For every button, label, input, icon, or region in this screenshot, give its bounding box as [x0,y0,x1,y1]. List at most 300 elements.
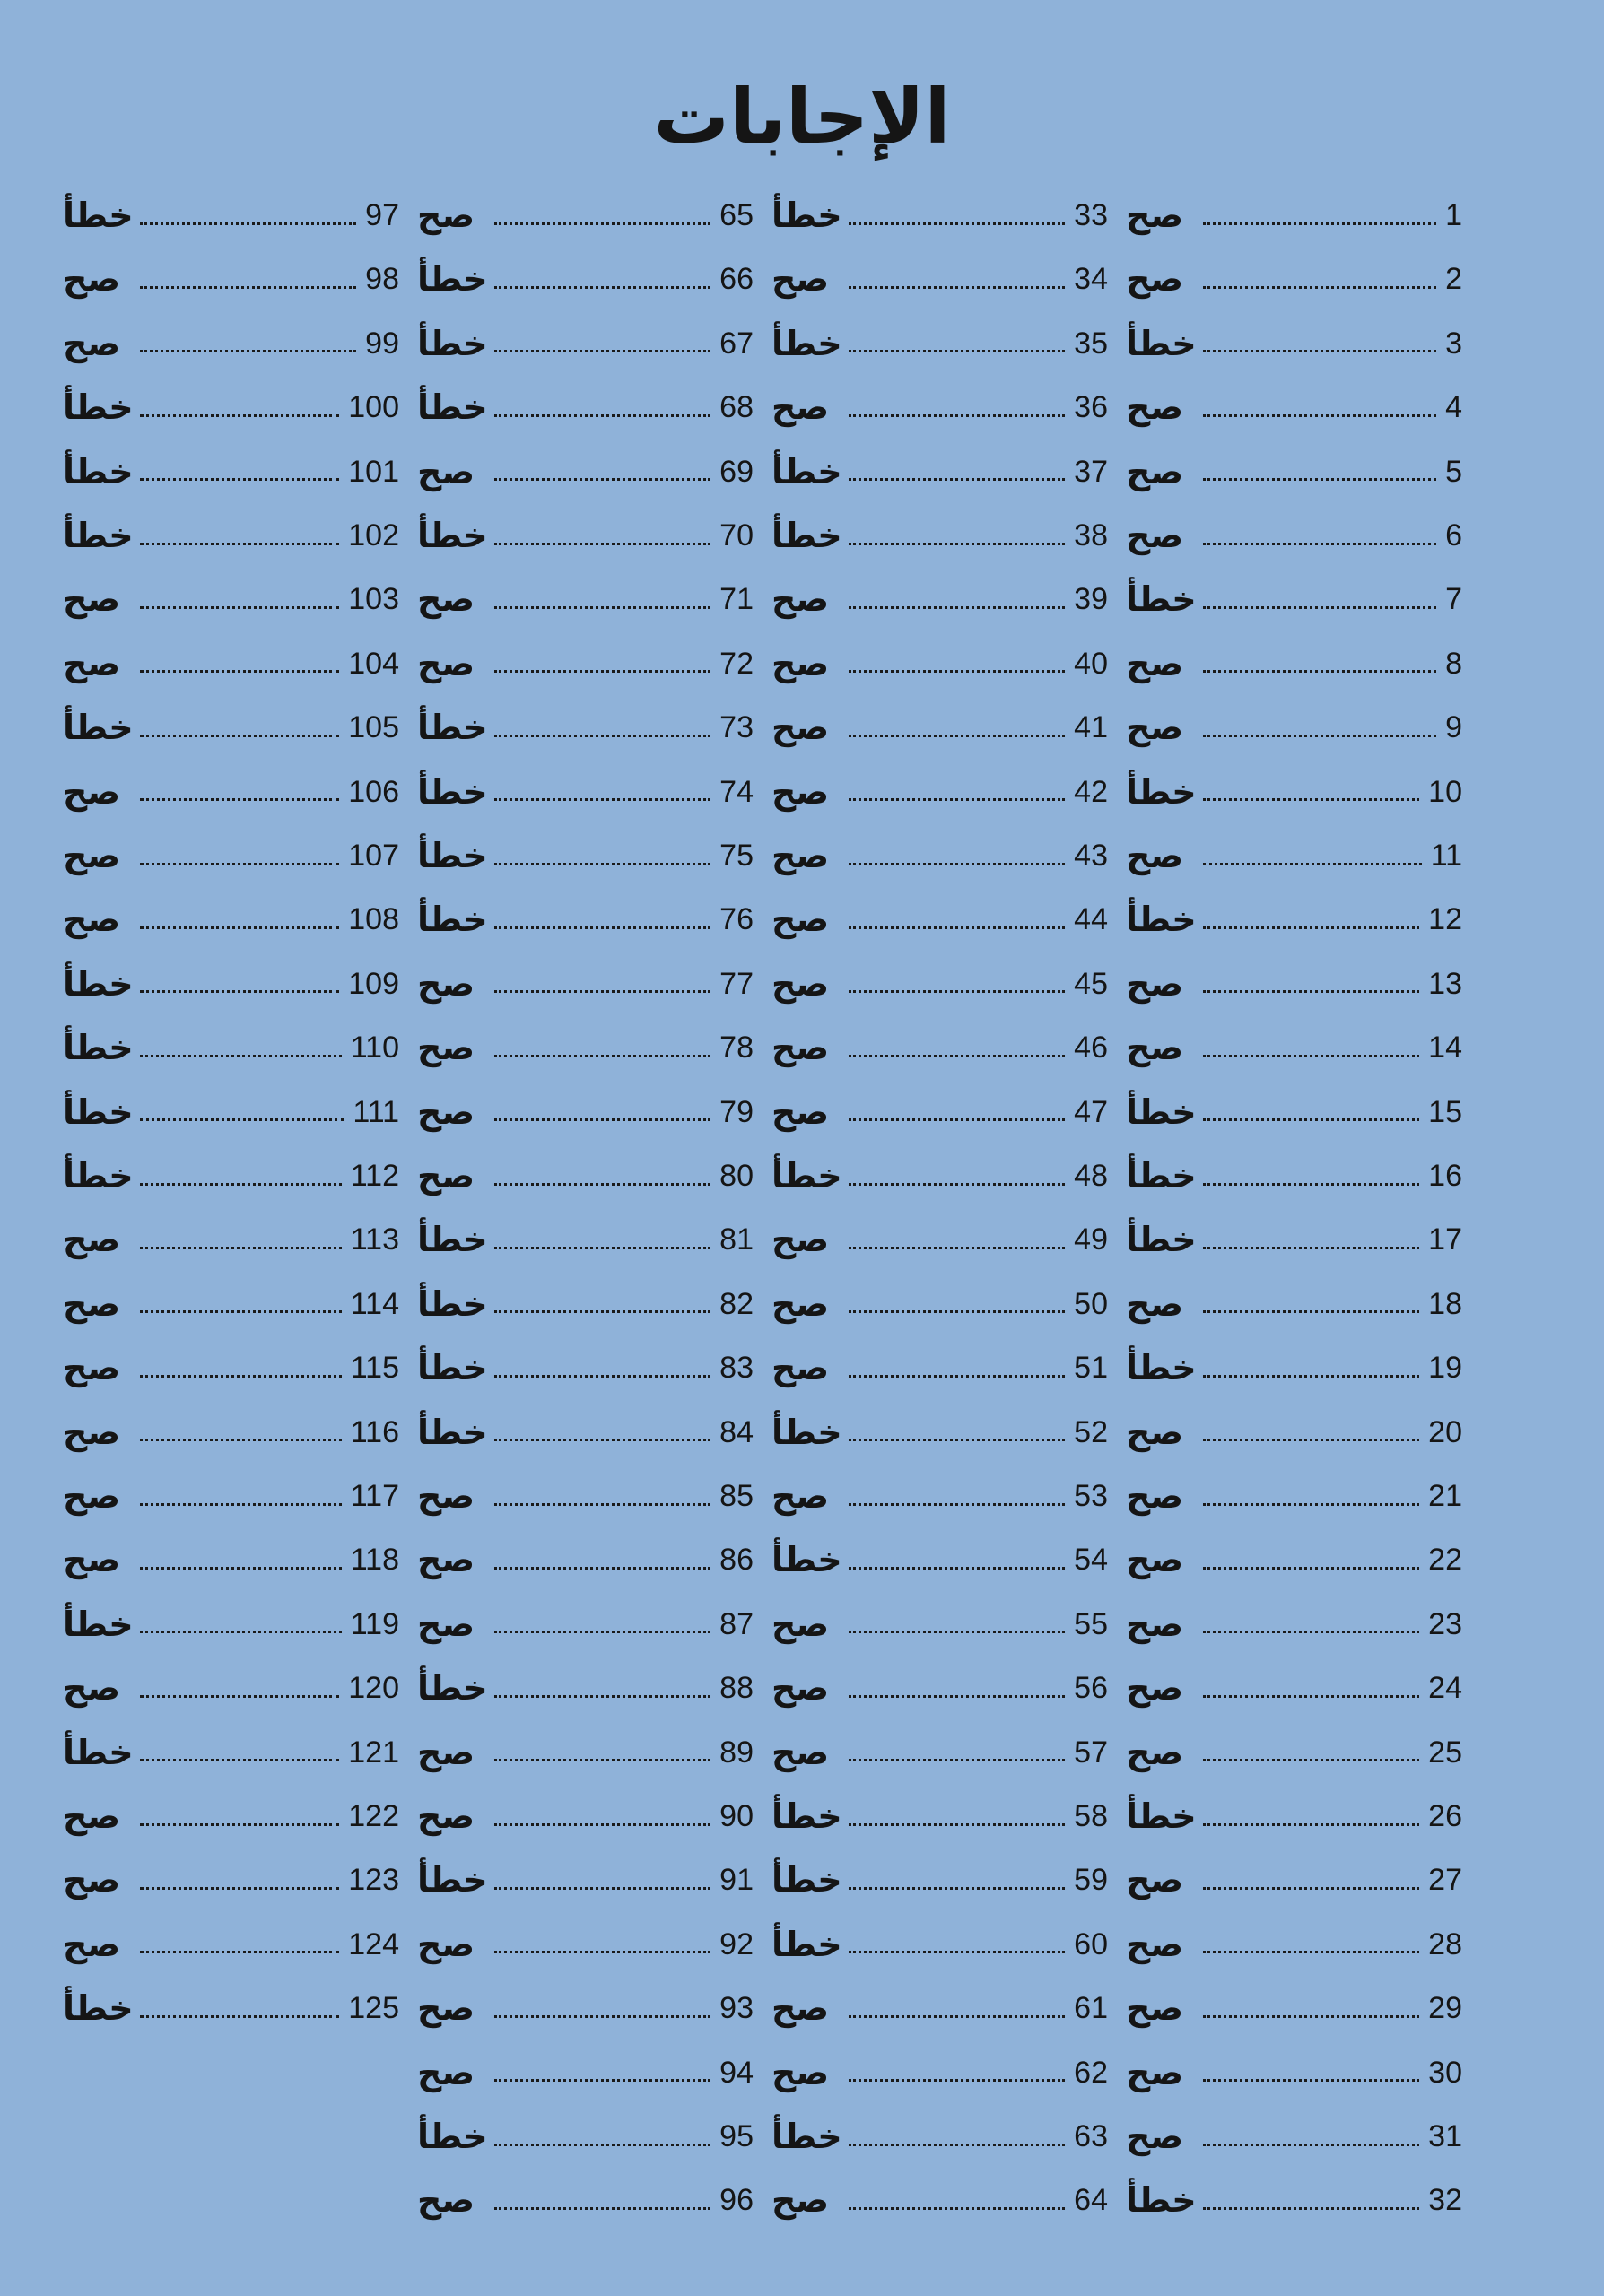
answer-value: خطأ [771,1156,842,1196]
question-number: 17 [1428,1222,1462,1257]
answer-row [1126,1471,1462,1521]
question-number: 114 [350,1286,399,1321]
answer-row [417,767,754,817]
answer-value: خطأ [63,451,134,491]
question-number: 34 [1074,262,1108,297]
dotted-leader [849,1375,1065,1378]
question-number: 22 [1428,1543,1462,1578]
answer-row [1126,1855,1462,1905]
dotted-leader [1203,222,1436,225]
question-number: 70 [719,518,754,552]
answer-value: خطأ [417,836,488,875]
question-number: 106 [348,774,399,809]
answer-value: خطأ [417,900,488,940]
answer-row [417,894,754,944]
dotted-leader [849,222,1065,225]
answer-row [417,1791,754,1841]
answer-value: صح [1126,1988,1184,2029]
question-number: 121 [348,1735,399,1770]
answer-value: خطأ [417,1860,488,1900]
question-number: 116 [350,1414,399,1449]
answer-row [417,1919,754,1970]
question-number: 112 [350,1159,399,1193]
dotted-leader [849,670,1065,673]
answer-value: صح [63,1476,121,1516]
answer-row [1126,574,1462,624]
question-number: 96 [719,2183,754,2218]
dotted-leader [849,798,1065,801]
question-number: 111 [353,1094,399,1129]
answer-value: خطأ [1126,1796,1197,1836]
dotted-leader [494,478,710,481]
answer-row [417,2111,754,2161]
answer-value: صح [771,708,830,748]
question-number: 99 [365,326,399,361]
answer-value: صح [63,836,121,875]
dotted-leader [849,863,1065,865]
question-number: 6 [1445,518,1462,552]
question-number: 50 [1074,1286,1108,1321]
answer-value: صح [417,963,475,1004]
answer-row [771,318,1108,369]
answer-value: خطأ [63,1732,134,1772]
question-number: 68 [719,390,754,425]
dotted-leader [494,990,710,993]
answer-value: صح [63,1283,121,1324]
dotted-leader [849,1567,1065,1570]
answer-row [417,1087,754,1137]
dotted-leader [1203,350,1436,352]
answer-row [771,1535,1108,1585]
answer-value: صح [1126,1860,1184,1900]
question-number: 100 [348,390,399,425]
question-number: 62 [1074,2055,1108,2090]
dotted-leader [1203,1503,1419,1506]
dotted-leader [1203,2079,1419,2082]
question-number: 40 [1074,646,1108,681]
dotted-leader [1203,1695,1419,1698]
dotted-leader [140,670,339,673]
question-number: 42 [1074,774,1108,809]
dotted-leader [849,543,1065,545]
question-number: 80 [719,1159,754,1193]
answer-row [1126,1343,1462,1393]
dotted-leader [494,414,710,417]
dotted-leader [1203,863,1422,865]
question-number: 107 [348,839,399,873]
dotted-leader [140,543,339,545]
question-number: 18 [1428,1286,1462,1321]
question-number: 60 [1074,1926,1108,1961]
question-number: 91 [719,1863,754,1898]
answer-value: صح [63,259,121,300]
answers-column-4 [63,190,399,2226]
question-number: 108 [348,902,399,937]
dotted-leader [1203,798,1419,801]
answer-value: صح [417,1604,475,1644]
question-number: 105 [348,710,399,745]
answer-row [1126,1535,1462,1585]
question-number: 26 [1428,1799,1462,1833]
dotted-leader [494,222,710,225]
answer-value: صح [771,771,830,812]
answer-value: خطأ [771,1540,842,1580]
question-number: 87 [719,1606,754,1641]
answer-row [417,1983,754,2033]
answer-row [63,574,399,624]
dotted-leader [140,1887,339,1890]
dotted-leader [494,926,710,929]
question-number: 49 [1074,1222,1108,1257]
dotted-leader [1203,990,1419,993]
dotted-leader [494,543,710,545]
dotted-leader [494,1759,710,1761]
question-number: 120 [348,1671,399,1706]
answer-row [63,959,399,1009]
answer-row [771,1407,1108,1457]
question-number: 44 [1074,902,1108,937]
dotted-leader [1203,735,1436,737]
answer-row [1126,318,1462,369]
answer-value: خطأ [417,387,488,428]
question-number: 83 [719,1351,754,1386]
answer-value: صح [417,579,475,620]
dotted-leader [1203,2144,1419,2146]
answer-row [417,1343,754,1393]
dotted-leader [1203,1183,1419,1186]
dotted-leader [849,286,1065,289]
question-number: 48 [1074,1159,1108,1193]
answer-value: صح [1126,259,1184,300]
dotted-leader [849,2144,1065,2146]
dotted-leader [140,1183,342,1186]
answer-row [63,1791,399,1841]
answer-value: صح [1126,1604,1184,1644]
answer-value: صح [771,900,830,940]
answer-row [417,1727,754,1778]
dotted-leader [849,2207,1065,2210]
question-number: 101 [348,454,399,489]
dotted-leader [849,1118,1065,1121]
question-number: 11 [1430,839,1462,873]
question-number: 75 [719,839,754,873]
answer-value: صح [1126,1283,1184,1324]
question-number: 104 [348,646,399,681]
answer-row [771,702,1108,752]
dotted-leader [494,1118,710,1121]
dotted-leader [1203,2015,1419,2018]
answer-row [1126,1599,1462,1649]
answer-value: خطأ [771,1924,842,1964]
question-number: 122 [348,1799,399,1833]
answer-value: صح [417,1476,475,1516]
answer-value: صح [771,259,830,300]
answer-value: صح [1126,708,1184,748]
answer-value: صح [771,2180,830,2221]
dotted-leader [849,414,1065,417]
question-number: 82 [719,1286,754,1321]
dotted-leader [849,1759,1065,1761]
dotted-leader [494,1375,710,1378]
question-number: 113 [350,1222,399,1257]
answer-row [771,2048,1108,2098]
answer-row [771,1022,1108,1073]
dotted-leader [494,1183,710,1186]
answer-value: خطأ [417,1283,488,1324]
dotted-leader [494,1823,710,1826]
question-number: 79 [719,1094,754,1129]
answer-row [771,190,1108,240]
question-number: 123 [348,1863,399,1898]
dotted-leader [140,926,339,929]
answer-value: صح [63,900,121,940]
answer-value: صح [63,1924,121,1964]
answer-row [771,1343,1108,1393]
answer-row [771,574,1108,624]
dotted-leader [849,926,1065,929]
answer-value: صح [1126,1732,1184,1772]
answer-value: خطأ [1126,1348,1197,1388]
answer-value: خطأ [63,387,134,428]
answer-value: صح [771,1604,830,1644]
question-number: 85 [719,1479,754,1513]
answer-row [63,1214,399,1265]
question-number: 14 [1428,1031,1462,1065]
answer-row [1126,2048,1462,2098]
answer-row [417,190,754,240]
dotted-leader [494,798,710,801]
answer-value: صح [771,836,830,875]
question-number: 69 [719,454,754,489]
dotted-leader [494,735,710,737]
answer-row [771,1279,1108,1329]
dotted-leader [494,2015,710,2018]
answer-value: خطأ [771,451,842,491]
dotted-leader [140,1759,339,1761]
answer-row [417,318,754,369]
dotted-leader [140,286,356,289]
answer-row [63,831,399,881]
answer-row [417,1214,754,1265]
answer-row [63,254,399,304]
answer-row [1126,639,1462,689]
dotted-leader [849,606,1065,609]
answer-row [771,831,1108,881]
question-number: 47 [1074,1094,1108,1129]
answer-row [771,959,1108,1009]
answer-value: خطأ [1126,2180,1197,2221]
dotted-leader [140,1695,339,1698]
answer-value: صح [63,1348,121,1388]
answer-value: صح [63,1796,121,1836]
answer-value: خطأ [63,963,134,1004]
answer-row [1126,1663,1462,1713]
answer-row [771,2175,1108,2225]
dotted-leader [849,990,1065,993]
answer-row [1126,190,1462,240]
answer-value: صح [1126,516,1184,555]
answer-row [1126,1022,1462,1073]
dotted-leader [494,1310,710,1313]
answer-row [771,1214,1108,1265]
question-number: 73 [719,710,754,745]
answer-value: خطأ [1126,1156,1197,1196]
question-number: 13 [1428,966,1462,1001]
answer-value: صح [771,1028,830,1068]
question-number: 97 [365,198,399,232]
answer-value: صح [63,1860,121,1900]
dotted-leader [849,1439,1065,1441]
dotted-leader [140,350,356,352]
dotted-leader [494,2207,710,2210]
answer-row [63,894,399,944]
answer-value: خطأ [417,259,488,300]
answer-value: صح [1126,2052,1184,2092]
answer-value: صح [417,1988,475,2029]
answer-row [63,1151,399,1201]
answer-row [63,1407,399,1457]
question-number: 16 [1428,1159,1462,1193]
answer-value: خطأ [417,708,488,748]
answer-row [63,1279,399,1329]
answer-row [1126,1727,1462,1778]
answers-column-2 [771,190,1108,2226]
dotted-leader [140,1375,342,1378]
answer-row [63,702,399,752]
answer-row [417,1471,754,1521]
answer-value: خطأ [63,1156,134,1196]
answer-value: صح [1126,451,1184,491]
question-number: 58 [1074,1799,1108,1833]
answer-value: خطأ [417,1412,488,1452]
answer-value: خطأ [63,708,134,748]
question-number: 74 [719,774,754,809]
question-number: 19 [1428,1351,1462,1386]
dotted-leader [1203,606,1436,609]
question-number: 110 [350,1031,399,1065]
dotted-leader [494,1695,710,1698]
answer-value: صح [417,1091,475,1132]
question-number: 81 [719,1222,754,1257]
answer-row [771,767,1108,817]
answer-row [417,574,754,624]
question-number: 118 [350,1543,399,1578]
answer-row [1126,959,1462,1009]
answer-value: صح [417,451,475,491]
answer-row [1126,1214,1462,1265]
answer-row [417,2048,754,2098]
answer-value: صح [417,2052,475,2092]
answer-row [63,1599,399,1649]
answer-value: خطأ [1126,579,1197,620]
question-number: 23 [1428,1606,1462,1641]
answer-value: خطأ [63,516,134,555]
answer-row [1126,2111,1462,2161]
question-number: 77 [719,966,754,1001]
dotted-leader [1203,670,1436,673]
answer-row [1126,1279,1462,1329]
dotted-leader [849,735,1065,737]
answer-value: صح [63,1540,121,1580]
dotted-leader [140,1247,342,1249]
answer-row [771,510,1108,561]
question-number: 15 [1428,1094,1462,1129]
answer-row [417,510,754,561]
answer-row [63,1343,399,1393]
dotted-leader [1203,1887,1419,1890]
question-number: 21 [1428,1479,1462,1513]
answer-row [771,1791,1108,1841]
dotted-leader [849,1247,1065,1249]
answer-row [417,1407,754,1457]
dotted-leader [140,1310,342,1313]
dotted-leader [494,670,710,673]
dotted-leader [140,1823,339,1826]
answer-value: صح [1126,1028,1184,1068]
question-number: 95 [719,2119,754,2153]
dotted-leader [1203,1439,1419,1441]
dotted-leader [1203,543,1436,545]
question-number: 10 [1428,774,1462,809]
answer-row [417,254,754,304]
answer-value: خطأ [63,1091,134,1132]
answer-row [417,1022,754,1073]
question-number: 25 [1428,1735,1462,1770]
question-number: 63 [1074,2119,1108,2153]
dotted-leader [494,1887,710,1890]
question-number: 86 [719,1543,754,1578]
question-number: 54 [1074,1543,1108,1578]
question-number: 59 [1074,1863,1108,1898]
dotted-leader [494,2144,710,2146]
answer-value: صح [1126,1476,1184,1516]
question-number: 39 [1074,582,1108,617]
answer-value: صح [417,643,475,683]
answer-row [1126,1087,1462,1137]
answer-value: صح [1126,2117,1184,2156]
question-number: 94 [719,2055,754,2090]
dotted-leader [140,1951,339,1953]
answer-value: خطأ [771,516,842,555]
dotted-leader [140,2015,339,2018]
answer-row [771,382,1108,432]
dotted-leader [140,1439,342,1441]
answer-row [1126,447,1462,497]
answer-value: صح [63,771,121,812]
answer-value: خطأ [771,2117,842,2156]
dotted-leader [140,1631,342,1633]
dotted-leader [140,1118,344,1121]
answer-value: صح [63,323,121,363]
question-number: 7 [1445,582,1462,617]
dotted-leader [1203,1055,1419,1057]
answer-value: صح [771,387,830,428]
answer-value: خطأ [417,2117,488,2156]
dotted-leader [849,1695,1065,1698]
question-number: 38 [1074,518,1108,552]
question-number: 24 [1428,1671,1462,1706]
question-number: 55 [1074,1606,1108,1641]
question-number: 4 [1445,390,1462,425]
answer-row [417,831,754,881]
answer-value: صح [63,579,121,620]
answer-value: صح [417,1028,475,1068]
dotted-leader [494,1439,710,1441]
question-number: 32 [1428,2183,1462,2218]
answer-value: صح [771,1091,830,1132]
answer-value: صح [771,579,830,620]
answer-row [771,2111,1108,2161]
